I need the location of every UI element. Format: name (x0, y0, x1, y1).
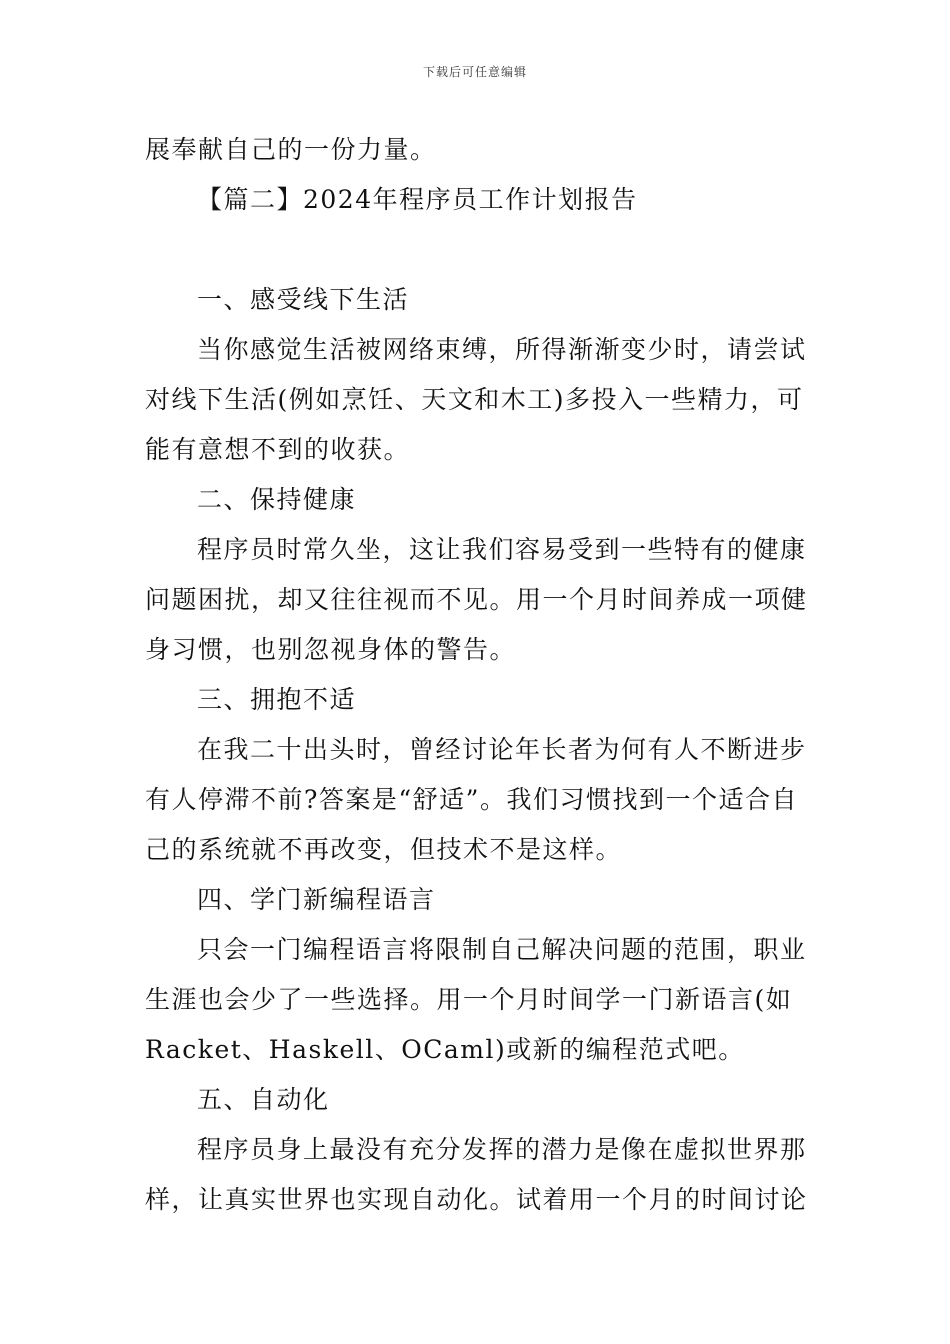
paragraph-5-line-2: 样，让真实世界也实现自动化。试着用一个月的时间讨论 (145, 1185, 808, 1214)
heading-3: 三、拥抱不适 (197, 685, 357, 714)
heading-5: 五、自动化 (197, 1085, 330, 1114)
blank-line (145, 225, 807, 275)
paragraph-continuation: 展奉献自己的一份力量。 (145, 135, 437, 164)
paragraph-4-line-2: 生涯也会少了一些选择。用一个月时间学一门新语言(如 (145, 985, 793, 1014)
paragraph-3-line-3: 己的系统就不再改变，但技术不是这样。 (145, 835, 623, 864)
paragraph-5-line-1: 程序员身上最没有充分发挥的潜力是像在虚拟世界那 (197, 1135, 807, 1164)
heading-2: 二、保持健康 (197, 485, 357, 514)
section-title: 【篇二】2024年程序员工作计划报告 (197, 185, 638, 214)
paragraph-2-line-2: 问题困扰，却又往往视而不见。用一个月时间养成一项健 (145, 585, 808, 614)
heading-1: 一、感受线下生活 (197, 285, 410, 314)
paragraph-4-line-1: 只会一门编程语言将限制自己解决问题的范围，职业 (197, 935, 807, 964)
paragraph-1-line-2: 对线下生活(例如烹饪、天文和木工)多投入一些精力，可 (145, 385, 804, 414)
paragraph-3-line-1: 在我二十出头时，曾经讨论年长者为何有人不断进步 (197, 735, 807, 764)
heading-4: 四、学门新编程语言 (197, 885, 436, 914)
paragraph-2-line-1: 程序员时常久坐，这让我们容易受到一些特有的健康 (197, 535, 807, 564)
document-body (145, 125, 807, 1225)
paragraph-3-line-2: 有人停滞不前?答案是“舒适”。我们习惯找到一个适合自 (145, 785, 798, 814)
paragraph-1-line-3: 能有意想不到的收获。 (145, 435, 411, 464)
paragraph-2-line-3: 身习惯，也别忽视身体的警告。 (145, 635, 517, 664)
paragraph-4-line-3: Racket、Haskell、OCaml)或新的编程范式吧。 (145, 1035, 745, 1064)
page-header: 下载后可任意编辑 (422, 65, 527, 79)
paragraph-1-line-1: 当你感觉生活被网络束缚，所得渐渐变少时，请尝试 (197, 335, 807, 364)
